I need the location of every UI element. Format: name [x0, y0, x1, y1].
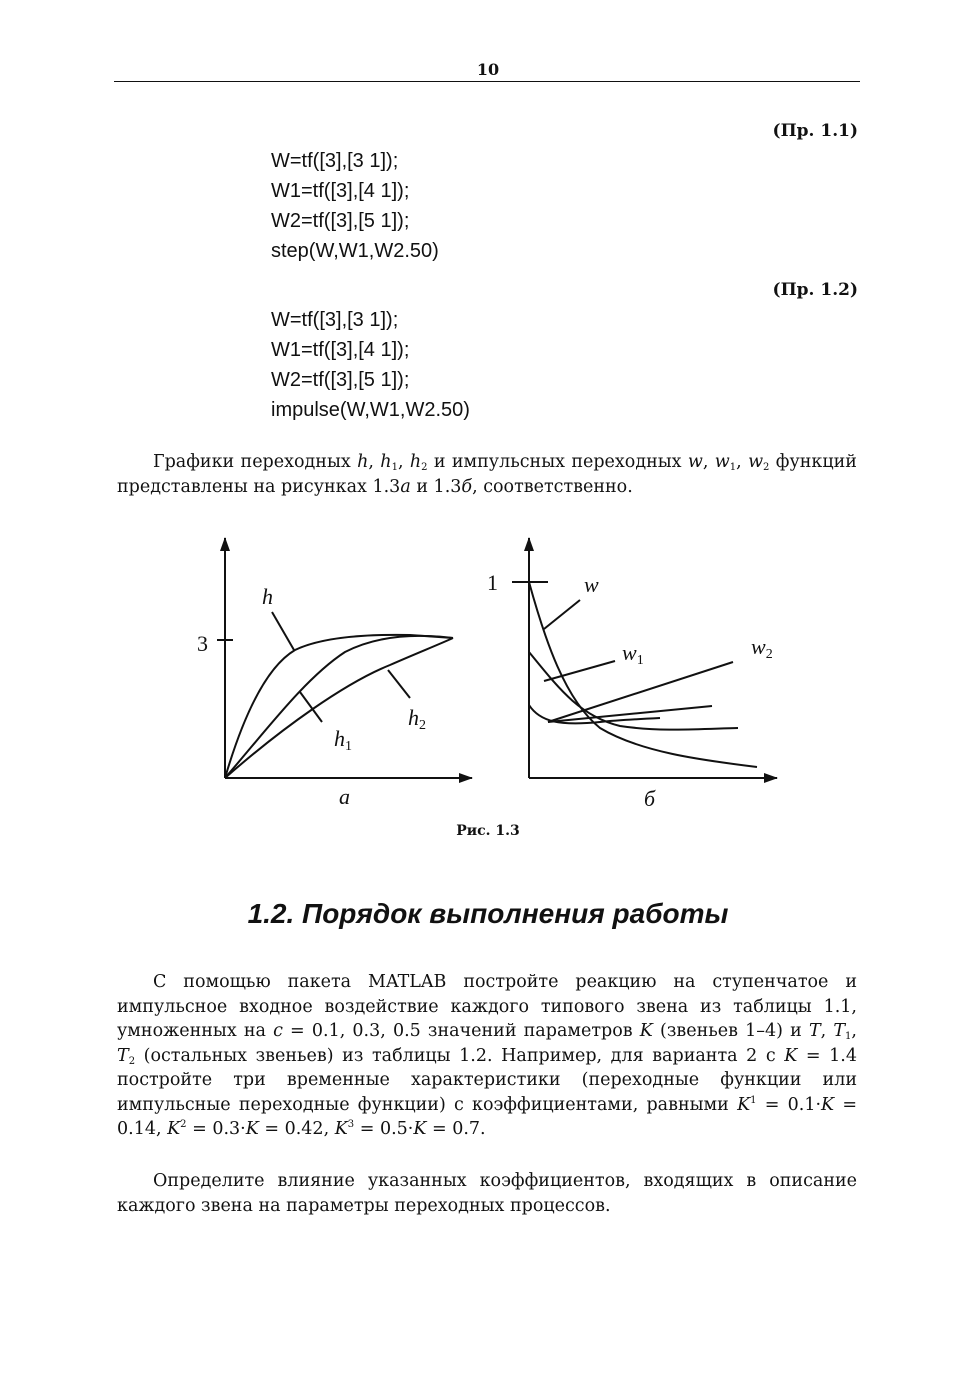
leader-h2 [388, 670, 410, 698]
leader-w1 [544, 661, 615, 681]
header-rule [114, 81, 860, 82]
label-h2: h2 [408, 705, 426, 733]
leader-w [544, 600, 580, 629]
code-line: W1=tf([3],[4 1]); [271, 339, 410, 361]
intro-paragraph: Графики переходных h, $h_1$, $h_2$ и импульсных переходных w, $w_1$, $w_2$ функций представлены на рисунках 1.3а и 1.3б, соответственно. [117, 452, 857, 497]
tick-label-3: 3 [197, 631, 208, 656]
label-w1: w1 [622, 640, 644, 668]
listing-1-label: (Пр. 1.1) [772, 121, 858, 141]
label-w: w [584, 572, 599, 597]
code-line: step(W,W1,W2.50) [271, 240, 439, 262]
leader-h [272, 612, 294, 650]
code-line: W2=tf([3],[5 1]); [271, 210, 410, 232]
body-paragraph-2: Определите влияние указанных коэффициентов, входящих в описание каждого звена на параметры переходных процессов. [117, 1171, 857, 1216]
sublabel-a: а [339, 784, 350, 809]
sublabel-b: б [644, 786, 656, 811]
figure-caption: Рис. 1.3 [456, 823, 520, 839]
leader-h1 [300, 692, 322, 722]
figure-1-3 [0, 520, 976, 820]
listing-2-code [271, 305, 470, 425]
listing-2-label: (Пр. 1.2) [772, 280, 858, 300]
page-number: 10 [476, 60, 500, 79]
label-h: h [262, 584, 273, 609]
code-line: impulse(W,W1,W2.50) [271, 399, 470, 421]
label-h1: h1 [334, 726, 352, 754]
listing-1-code [271, 146, 439, 266]
code-line: W2=tf([3],[5 1]); [271, 369, 410, 391]
label-w2: w2 [751, 634, 773, 662]
impulse-response-plot [512, 538, 777, 778]
tick-label-1: 1 [487, 570, 498, 595]
section-heading: 1.2. Порядок выполнения работы [247, 898, 729, 929]
curve-w [529, 582, 757, 767]
code-line: W=tf([3],[3 1]); [271, 309, 399, 331]
code-line: W1=tf([3],[4 1]); [271, 180, 410, 202]
body-paragraph-1: С помощью пакета MATLAB постройте реакцию на ступенчатое и импульсное входное воздействие каждого типового звена из таблицы 1.1, умноженных на c = 0.1, 0.3, 0.5 значений параметров K (звеньев 1–4) и T, $T_1$, $T_2$ (остальных звеньев) из таблицы 1.2. Например, для варианта 2 с K = 1.4 постройте три временные характеристики (переходные функции или импульсные переходные функции) с коэффициентами, равными $K^1 = 0.1\cdot K = 0.14$, $K^2 = 0.3\cdot K = 0.42$, $K^3 = 0.5\cdot K = 0.7$. [117, 972, 857, 1139]
code-line: W=tf([3],[3 1]); [271, 150, 399, 172]
